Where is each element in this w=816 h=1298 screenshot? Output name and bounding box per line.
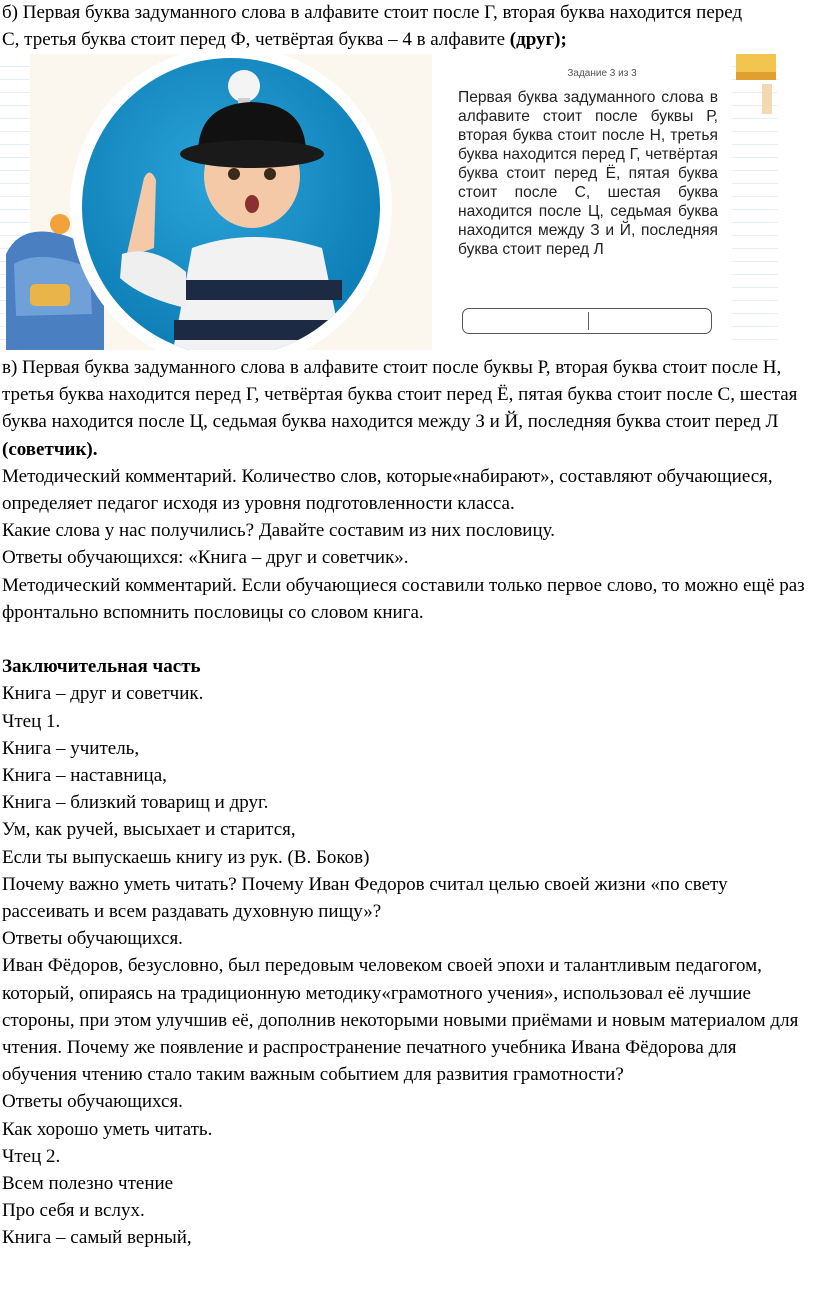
poem1-line: Ум, как ручей, высыхает и старится, bbox=[2, 819, 296, 841]
boy-illustration bbox=[82, 58, 380, 350]
task-b-line2 bbox=[0, 26, 816, 53]
task-panel bbox=[432, 54, 732, 350]
question-2: Почему важно уметь читать? Почему Иван Федоров считал целью своей жизни «по свету рассеивать и всем раздавать духовную пищу»? bbox=[2, 873, 728, 923]
poem1-line: Книга – близкий товарищ и друг. bbox=[2, 792, 269, 814]
answers-3: Ответы обучающихся. bbox=[2, 1091, 183, 1113]
pencil-decoration bbox=[732, 54, 778, 114]
poem1-line: Книга – учитель, bbox=[2, 737, 140, 759]
good-read: Как хорошо уметь читать. bbox=[2, 1118, 213, 1140]
task-v-text: в) Первая буква задуманного слова в алфавите стоит после буквы Р, вторая буква стоит после Н, третья буква находится перед Г, четвёртая буква стоит перед Ё, пятая буква стоит после С, шестая буква находится после Ц, седьмая буква находится между З и Й, последняя буква стоит перед Л bbox=[2, 357, 798, 433]
fedorov-paragraph: Иван Фёдоров, безусловно, был передовым человеком своей эпохи и талантливым педагогом, который, опираясь на традиционную методику«грамотного учения», использовал её лучшие стороны, при этом улучшив её, дополнив некоторыми новыми приёмами и новым материалом для чтения. Почему же появление и распространение печатного учебника Ивана Фёдорова для обучения чтению стало таким важным событием для развития грамотности? bbox=[2, 955, 799, 1086]
lesson-slide-image bbox=[0, 54, 778, 350]
task-b-text: С, третья буква стоит перед Ф, четвёртая буква – 4 в алфавите bbox=[2, 29, 510, 51]
section-title bbox=[0, 653, 816, 680]
answers-2: Ответы обучающихся. bbox=[2, 928, 183, 950]
poem2-line: Про себя и вслух. bbox=[2, 1200, 145, 1222]
poem2-line: Книга – самый верный, bbox=[2, 1227, 192, 1249]
task-b-line1: б) Первая буква задуманного слова в алфавите стоит после Г, вторая буква находится перед bbox=[2, 2, 743, 23]
reader-1: Чтец 1. bbox=[2, 710, 61, 732]
method-comment-1: Методический комментарий. Количество слов, которые«набирают», составляют обучающиеся, определяет педагог исходя из уровня подготовленности класса. bbox=[2, 465, 773, 515]
task-text: Первая буква задуманного слова в алфавите стоит после буквы Р, вторая буква стоит после Н, третья буква находится перед Г, четвёртая буква стоит перед Ё, пятая буква стоит после С, шестая буква находится после Ц, седьмая буква находится между З и Й, последняя буква стоит перед Л bbox=[458, 89, 718, 258]
blank-line bbox=[0, 626, 816, 653]
method-comment-2: Методический комментарий. Если обучающиеся составили только первое слово, то можно ещё раз фронтально вспомнить пословицы со словом книга. bbox=[2, 574, 805, 623]
top-paragraph bbox=[0, 0, 816, 53]
poem2-line: Всем полезно чтение bbox=[2, 1173, 174, 1195]
task-b-answer: (друг); bbox=[509, 29, 567, 51]
answers-1: Ответы обучающихся: «Книга – друг и советчик». bbox=[2, 547, 409, 569]
document-body bbox=[0, 354, 816, 1252]
task-v-answer: (советчик). bbox=[2, 438, 98, 460]
poem1-line: Книга – наставница, bbox=[2, 765, 167, 787]
section-title-text: Заключительная часть bbox=[2, 656, 201, 678]
answer-input[interactable] bbox=[462, 308, 712, 334]
reader-2: Чтец 2. bbox=[2, 1145, 61, 1167]
proverb: Книга – друг и советчик. bbox=[2, 683, 204, 705]
task-v-paragraph bbox=[0, 354, 816, 463]
boy-photo bbox=[82, 58, 380, 350]
poem1-line: Если ты выпускаешь книгу из рук. (В. Боков) bbox=[2, 846, 370, 868]
task-counter: Задание 3 из 3 bbox=[567, 68, 637, 79]
text-cursor bbox=[588, 312, 589, 330]
question-1: Какие слова у нас получились? Давайте составим из них пословицу. bbox=[2, 520, 555, 542]
